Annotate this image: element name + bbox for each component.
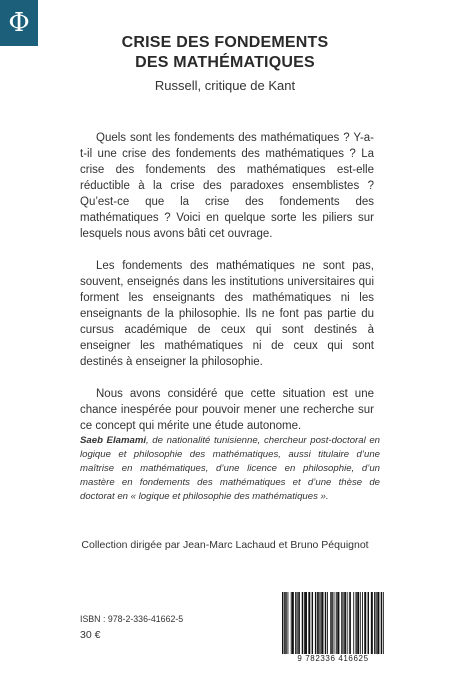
barcode-bar [376, 592, 377, 654]
barcode-bar [304, 592, 305, 654]
isbn: ISBN : 978-2-336-41662-5 [80, 614, 184, 624]
blurb-paragraph-2: Les fondements des mathématiques ne sont pas, souvent, enseignés dans les institutions universitaires qui forment les enseignants des mathématiques ni les enseignants de la philosophie. Ils ne font pas partie du cursus académique de ceux qui sont destinés à enseigner les mathématiques ni de ceux qui sont destinés à enseigner la philosophie. [80, 260, 374, 368]
barcode-bar [381, 592, 382, 654]
barcode-bar [350, 592, 351, 654]
author-name: Saeb Elamami [80, 435, 147, 446]
barcode-bar [312, 592, 313, 654]
barcode-bar [343, 592, 344, 654]
book-subtitle: Russell, critique de Kant [154, 78, 296, 93]
barcode-bar [287, 592, 288, 654]
barcode-bar [309, 592, 310, 654]
barcode-bar [317, 592, 318, 654]
barcode-bar [355, 592, 356, 654]
price: 30 € [80, 629, 101, 641]
barcode-bar [368, 592, 369, 654]
barcode-bar [372, 592, 373, 654]
barcode-bar [379, 592, 380, 654]
barcode-bar [337, 592, 338, 654]
barcode-bar [285, 592, 286, 654]
barcode-bar [306, 592, 307, 654]
barcode-bar [341, 592, 342, 654]
barcode-bar [293, 592, 294, 654]
barcode-number: 9 782336 416625 [297, 654, 369, 663]
author-bio-text: , de nationalité tunisienne, chercheur post-doctoral en logique et philosophie des mathématiques, aussi titulaire d’une maîtrise en mathématiques, d’une licence en philosophie, d’un mastère en fondements des mathématiques et d’une thèse de doctorat en « logique et philosophie des mathématiques ». [80, 435, 380, 502]
barcode-bar [327, 592, 328, 654]
blurb [80, 130, 374, 450]
barcode-bar [315, 592, 316, 654]
barcode-bar [362, 592, 363, 654]
barcode-bar [325, 592, 326, 654]
barcode-bar [302, 592, 303, 654]
blurb-paragraph-1: Quels sont les fondements des mathématiques ? Y-a-t-il une crise des fondements des mathématiques ? La crise des fondements des mathématiques est-elle réductible à la crise des paradoxes ensemblistes ? Qu’est-ce que la crise des fondements des mathématiques ? Voici en quelque sorte les piliers sur lesquels nous avons bâti cet ouvrage. [80, 132, 374, 240]
author-bio [80, 434, 380, 504]
barcode-bar [295, 592, 296, 654]
barcode-bar [365, 592, 366, 654]
barcode-bar [349, 592, 350, 654]
barcode-bar [298, 592, 299, 654]
barcode-bar [284, 592, 285, 654]
book-title [0, 33, 450, 73]
barcode-bar [336, 592, 337, 654]
barcode-bar [347, 592, 348, 654]
barcode-bar [323, 592, 324, 654]
barcode-bar [297, 592, 298, 654]
barcode-bar [383, 592, 384, 654]
barcode-bar [353, 592, 354, 654]
title-line-1: CRISE DES FONDEMENTS [121, 34, 329, 51]
barcode-bar [360, 592, 361, 654]
barcode-bar [338, 592, 339, 654]
barcode-bar [282, 592, 283, 654]
barcode-bar [320, 592, 321, 654]
barcode-bar [331, 592, 332, 654]
collection-editors: Collection dirigée par Jean-Marc Lachaud et Bruno Péquignot [81, 539, 369, 551]
barcode-bar [318, 592, 319, 654]
barcode-bar [357, 592, 358, 654]
phi-icon: Φ [8, 8, 30, 38]
barcode-bar [345, 592, 346, 654]
barcode-icon [282, 592, 384, 654]
barcode-bar [330, 592, 331, 654]
barcode-bar [358, 592, 359, 654]
barcode-bar [291, 592, 292, 654]
blurb-paragraph-3: Nous avons considéré que cette situation est une chance inespérée pour pouvoir mener une recherche sur ce concept qui mérite une étude autonome. [80, 388, 374, 432]
title-line-2: DES MATHÉMATIQUES [135, 54, 315, 71]
barcode-bar [374, 592, 375, 654]
barcode-bar [334, 592, 335, 654]
